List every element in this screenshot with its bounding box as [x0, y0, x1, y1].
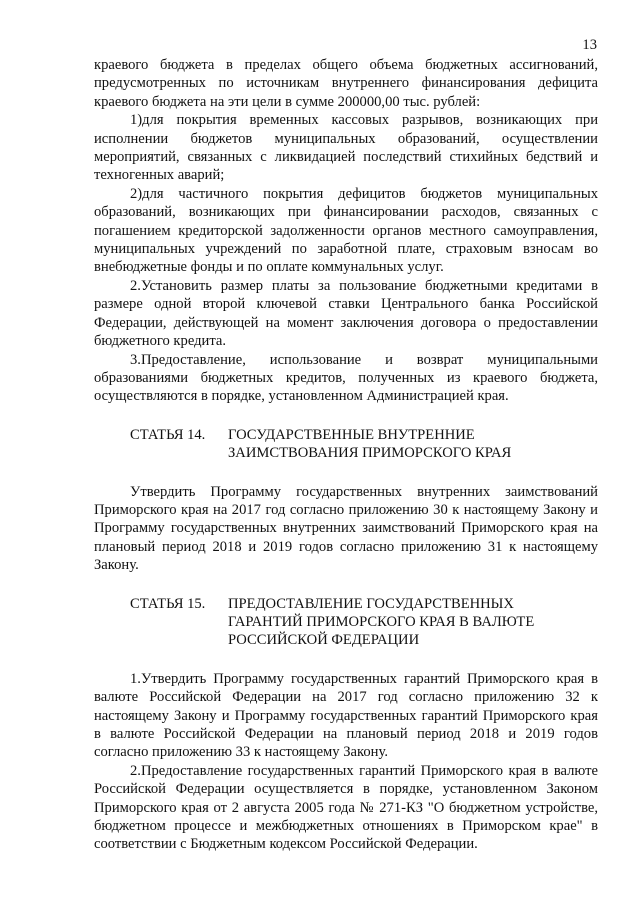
paragraph-continuation: краевого бюджета в пределах общего объема бюджетных ассигнований, предусмотренных по источникам внутреннего финансирования дефицита краевого бюджета на эти цели в сумме 200000,00 тыс. рублей: [94, 57, 598, 110]
paragraph-clause-3: 3.Предоставление, использование и возврат муниципальными образованиями бюджетных кредитов, полученных из краевого бюджета, осуществляются в порядке, установленном Администрацией края. [94, 351, 598, 405]
page-number: 13 [582, 37, 597, 53]
article-14-number: СТАТЬЯ 14. [130, 426, 206, 443]
article-15-title: ПРЕДОСТАВЛЕНИЕ ГОСУДАРСТВЕННЫХ ГАРАНТИЙ ПРИМОРСКОГО КРАЯ В ВАЛЮТЕ РОССИЙСКОЙ ФЕДЕРАЦИИ [228, 595, 535, 649]
article-15-paragraph-1: 1.Утвердить Программу государственных гарантий Приморского края в валюте Российской Федерации на 2017 год согласно приложению 32 к настоящему Закону и Программу государственных гарантий Приморского края в валюте Российской Федерации на плановый период 2018 и 2019 годов согласно приложению 33 к настоящему Закону. [94, 670, 598, 761]
article-14-title: ГОСУДАРСТВЕННЫЕ ВНУТРЕННИЕ ЗАИМСТВОВАНИЯ ПРИМОРСКОГО КРАЯ [228, 426, 512, 462]
article-14-heading [94, 426, 598, 463]
article-14-paragraph: Утвердить Программу государственных внутренних заимствований Приморского края на 2017 год согласно приложению 30 к настоящему Закону и Программу государственных внутренних заимствований Приморского края на плановый период 2018 и 2019 годов согласно приложению 31 к настоящему Закону. [94, 483, 598, 574]
article-15-heading [94, 595, 598, 650]
paragraph-item-1: 1)для покрытия временных кассовых разрывов, возникающих при исполнении бюджетов муниципальных образований, осуществлении мероприятий, связанных с ликвидацией последствий стихийных бедствий и техногенных аварий; [94, 112, 598, 184]
paragraph-clause-2: 2.Установить размер платы за пользование бюджетными кредитами в размере одной второй ключевой ставки Центрального банка Российской Федерации, действующей на момент заключения договора о предоставлении бюджетного кредита. [94, 277, 598, 350]
article-15-number: СТАТЬЯ 15. [130, 595, 206, 612]
article-15-paragraph-2: 2.Предоставление государственных гарантий Приморского края в валюте Российской Федерации осуществляется в порядке, установленном Законом Приморского края от 2 августа 2005 года № 271-КЗ "О бюджетном устройстве, бюджетном процессе и межбюджетных отношениях в Приморском крае" в соответствии с Бюджетным кодексом Российской Федерации. [94, 762, 598, 853]
paragraph-item-2: 2)для частичного покрытия дефицитов бюджетов муниципальных образований, возникающих при финансировании расходов, связанных с погашением кредиторской задолженности органов местного самоуправления, муниципальных учреждений по заработной плате, страховым взносам во внебюджетные фонды и по оплате коммунальных услуг. [94, 185, 598, 276]
